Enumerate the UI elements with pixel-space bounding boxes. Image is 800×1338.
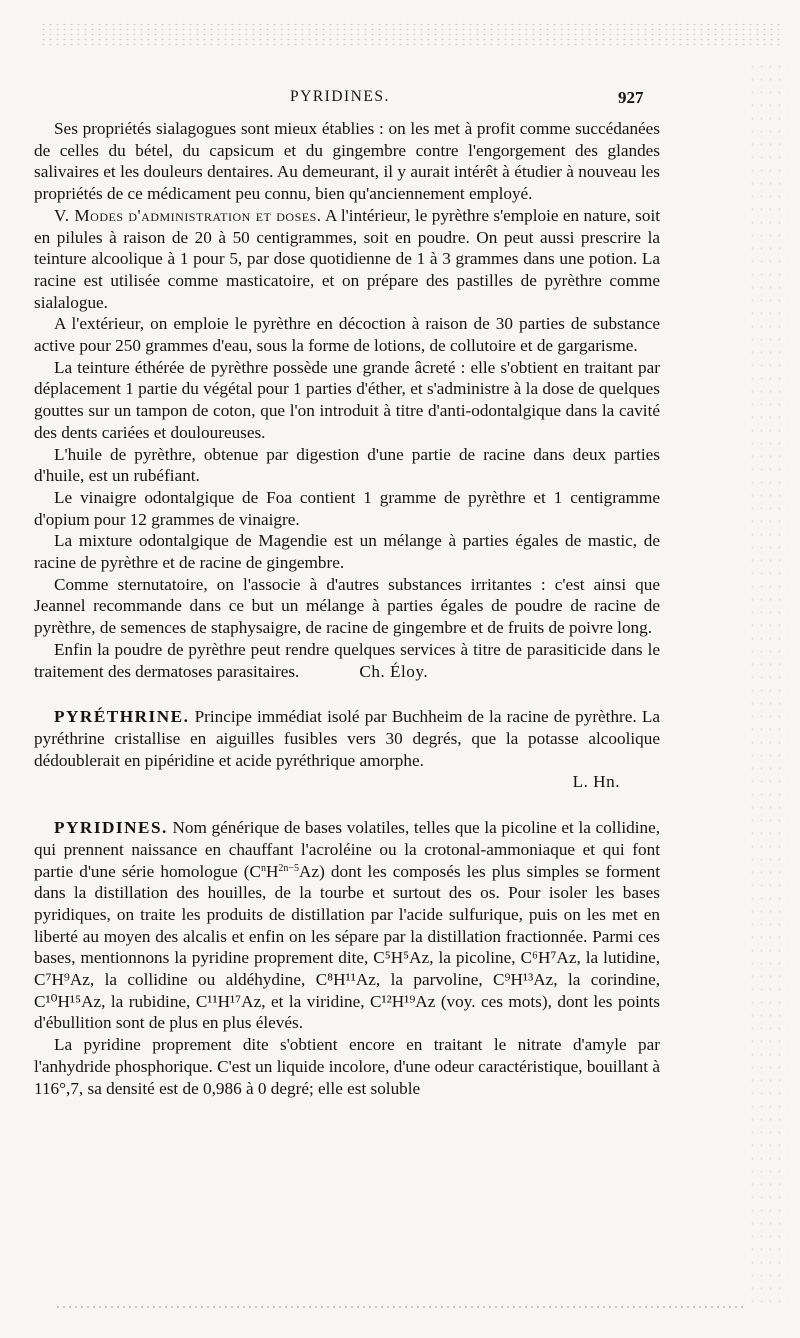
entry-title: PYRÉTHRINE. xyxy=(54,707,190,727)
paragraph: Ses propriétés sialagogues sont mieux établies : on les met à profit comme succédanées de celles du bétel, du capsicum et du gingembre contre l'engorgement des glandes salivaires et les douleurs dentaires. Au demeurant, il y aurait intérêt à étudier à nouveau les propriétés de ce médicament peu connu, bien qu'anciennement employé. xyxy=(34,119,660,204)
paragraph: A l'extérieur, on emploie le pyrèthre en décoction à raison de 30 parties de substance active pour 250 grammes d'eau, sous la forme de lotions, de collutoire et de gargarisme. xyxy=(34,314,660,356)
entry-text: Nom générique de bases volatiles, telles que la picoline et la collidine, qui prennent naissance en chauffant l'acroléine ou la crotonal-ammoniaque et qui font partie d'une série homologue (C xyxy=(34,818,660,881)
author-signature: Ch. Éloy. xyxy=(359,661,429,681)
paragraph: La pyridine proprement dite s'obtient encore en traitant le nitrate d'amyle par l'anhydride phosphorique. C'est un liquide incolore, d'une odeur caractéristique, bouillant à 116°,7, sa densité est de 0,986 à 0 degré; elle est soluble xyxy=(34,1035,660,1098)
entry-gap xyxy=(34,682,660,706)
paragraph: L'huile de pyrèthre, obtenue par digestion d'une partie de racine dans deux parties d'huile, est un rubéfiant. xyxy=(34,444,660,486)
entry-pyridines xyxy=(34,817,660,1034)
paragraph-text: A l'intérieur, le pyrèthre s'emploie en nature, soit en pilules à raison de 20 à 50 centigrammes, soit en poudre. On peut aussi prescrire la teinture alcoolique à 1 pour 5, par dose quotidienne de 1 à 3 grammes dans une potion. La racine est utilisée comme masticatoire, et on prépare des pastilles de pyrèthre comme sialalogue. xyxy=(34,205,660,312)
page-number: 927 xyxy=(618,88,644,107)
paragraph: Comme sternutatoire, on l'associe à d'autres substances irritantes : c'est ainsi que Jeannel recommande dans ce but un mélange à parties égales de poudre de racine de pyrèthre, de semences de staphysaigre, de racine de gingembre et de fruits de poivre long. xyxy=(34,574,660,638)
entry-text: Principe immédiat isolé par Buchheim de la racine de pyrèthre. La pyréthrine cristallise en aiguilles fusibles vers 30 degrés, que la potasse alcoolique dédoublerait en pipéridine et acide pyréthrique amorphe. xyxy=(34,707,660,770)
paragraph: Le vinaigre odontalgique de Foa contient 1 gramme de pyrèthre et 1 centigramme d'opium pour 12 grammes de vinaigre. xyxy=(34,487,660,529)
formula-superscript: n xyxy=(260,862,266,874)
paragraph: La mixture odontalgique de Magendie est un mélange à parties égales de mastic, de racine de pyrèthre et de racine de gingembre. xyxy=(34,531,660,573)
section-heading: V. Modes d'administration et doses. xyxy=(54,205,322,225)
scan-noise-right xyxy=(748,60,788,1310)
scan-noise-bottom xyxy=(55,1304,745,1310)
paragraph xyxy=(34,639,660,682)
scan-noise-top xyxy=(40,22,780,48)
entry-text: Az) dont les composés les plus simples se forment dans la distillation des houilles, de la tourbe et surtout des os. Pour isoler les bases pyridiques, on traite les produits de distillation par l'acide sulfurique, puis on les met en liberté au moyen des alcalis et enfin on les sépare par la distillation fractionnée. Parmi ces bases, mentionnons la pyridine proprement dite, C⁵H⁵Az, la picoline, C⁶H⁷Az, la lutidine, C⁷H⁹Az, la collidine ou aldéhydine, C⁸H¹¹Az, la parvoline, C⁹H¹³Az, la corindine, C¹⁰H¹⁵Az, la rubidine, C¹¹H¹⁷Az, et la viridine, C¹²H¹⁹Az (voy. ces mots), dont les points d'ébullition sont de plus en plus élevés. xyxy=(34,861,660,1033)
paragraph xyxy=(34,205,660,314)
author-signature: L. Hn. xyxy=(572,772,620,792)
entry-pyrethrine xyxy=(34,706,660,771)
paragraph: La teinture éthérée de pyrèthre possède une grande âcreté : elle s'obtient en traitant par déplacement 1 partie du végétal pour 1 parties d'éther, et s'administre à la dose de quelques gouttes sur un tampon de coton, que l'on introduit à titre d'anti-odontalgique dans la cavité des dents cariées et douloureuses. xyxy=(34,357,660,442)
entry-text: H xyxy=(265,861,279,881)
running-head: PYRIDINES. xyxy=(290,88,390,105)
paragraph-text: Enfin la poudre de pyrèthre peut rendre quelques services à titre de parasiticide dans le traitement des dermatoses parasitaires. xyxy=(34,639,660,681)
entry-gap xyxy=(34,793,660,817)
formula-superscript: 2n−5 xyxy=(278,862,300,874)
entry-title: PYRIDINES. xyxy=(54,818,168,838)
body-text xyxy=(34,118,660,1099)
